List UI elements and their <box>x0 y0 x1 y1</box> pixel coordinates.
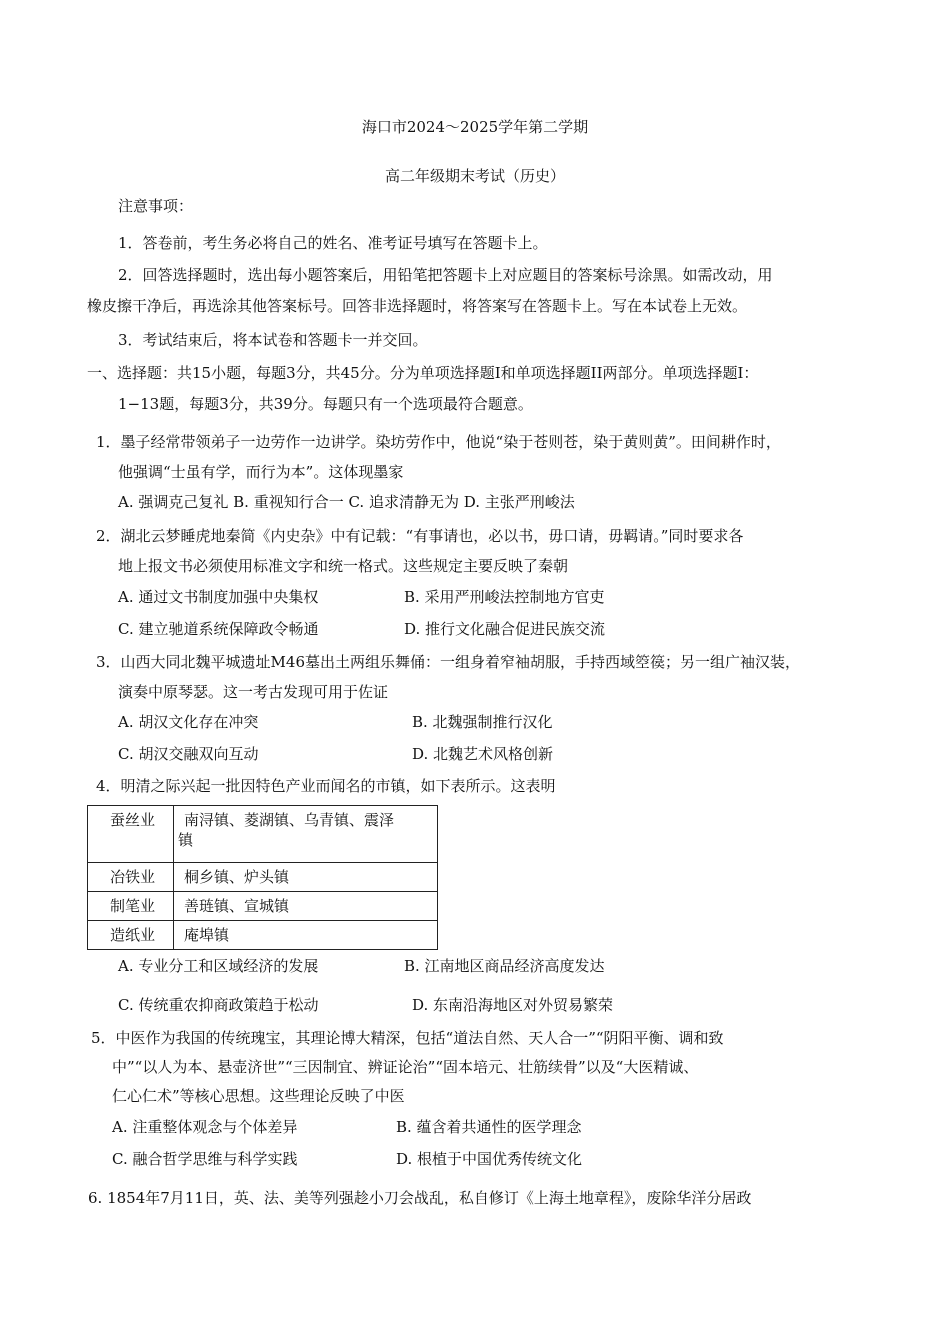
towns-text: 善琏镇、宣城镇 <box>184 897 290 915</box>
exam-subtitle: 高二年级期末考试（历史） <box>384 167 565 185</box>
question-2-stem: 2．湖北云梦睡虎地秦简《内史杂》中有记载：“有事请也，必以书，毋口请，毋羁请。”同时要求各 <box>96 527 744 545</box>
industry-towns-table <box>87 805 438 950</box>
question-3-stem: 3．山西大同北魏平城遗址M46墓出土两组乐舞俑：一组身着窄袖胡服，手持西域箜篌；另一组广袖汉装， <box>96 653 800 671</box>
question-2-option-d: D. 推行文化融合促进民族交流 <box>404 620 606 638</box>
towns-text: 庵埠镇 <box>184 926 230 944</box>
notice-heading: 注意事项： <box>118 197 194 215</box>
notice-item: 3．考试结束后，将本试卷和答题卡一并交回。 <box>118 331 428 349</box>
question-3-stem-continued: 演奏中原琴瑟。这一考古发现可用于佐证 <box>118 683 389 701</box>
question-5-option-d: D. 根植于中国优秀传统文化 <box>396 1150 583 1168</box>
section-heading: 一、选择题：共15小题，每题3分，共45分。分为单项选择题I和单项选择题II两部分。单项选择题I： <box>87 364 759 382</box>
notice-item: 2．回答选择题时，选出每小题答案后，用铅笔把答题卡上对应题目的答案标号涂黑。如需改动，用 <box>118 266 773 284</box>
question-2-option-a: A. 通过文书制度加强中央集权 <box>118 588 319 606</box>
question-1-stem: 1．墨子经常带领弟子一边劳作一边讲学。染坊劳作中，他说“染于苍则苍，染于黄则黄”。田间耕作时， <box>96 433 781 451</box>
towns-cell <box>174 806 438 863</box>
question-1-stem-continued: 他强调“士虽有学，而行为本”。这体现墨家 <box>118 463 404 481</box>
towns-cell <box>174 892 438 921</box>
question-3-option-d: D. 北魏艺术风格创新 <box>412 745 554 763</box>
section-heading-continued: 1−13题，每题3分，共39分。每题只有一个选项最符合题意。 <box>118 395 533 413</box>
towns-text: 南浔镇、菱湖镇、乌青镇、震泽 <box>184 811 395 829</box>
table-row <box>88 806 438 863</box>
industry-cell: 制笔业 <box>88 892 174 921</box>
question-2-option-c: C. 建立驰道系统保障政令畅通 <box>118 620 319 638</box>
industry-cell: 造纸业 <box>88 921 174 950</box>
table-row <box>88 863 438 892</box>
question-4-stem: 4．明清之际兴起一批因特色产业而闻名的市镇，如下表所示。这表明 <box>96 777 556 795</box>
question-6-stem: 6. 1854年7月11日，英、法、美等列强趁小刀会战乱，私自修订《上海土地章程》，废除华洋分居政 <box>88 1189 752 1207</box>
towns-text-continued: 镇 <box>178 831 194 849</box>
question-3-option-b: B. 北魏强制推行汉化 <box>412 713 553 731</box>
table-row <box>88 921 438 950</box>
question-5-stem: 5．中医作为我国的传统瑰宝，其理论博大精深，包括“道法自然、天人合一”“阴阳平衡、调和致 <box>91 1029 724 1047</box>
question-5-option-a: A. 注重整体观念与个体差异 <box>112 1118 298 1136</box>
towns-cell <box>174 863 438 892</box>
industry-cell: 蚕丝业 <box>88 806 174 863</box>
notice-item-continued: 橡皮擦干净后，再选涂其他答案标号。回答非选择题时，将答案写在答题卡上。写在本试卷上无效。 <box>87 297 748 315</box>
question-2-stem-continued: 地上报文书必须使用标准文字和统一格式。这些规定主要反映了秦朝 <box>118 557 569 575</box>
question-1-options: A. 强调克己复礼 B. 重视知行合一 C. 追求清静无为 D. 主张严刑峻法 <box>118 493 575 511</box>
question-5-stem-continued: 仁心仁术”等核心思想。这些理论反映了中医 <box>112 1087 405 1105</box>
question-4-option-c: C. 传统重农抑商政策趋于松动 <box>118 996 319 1014</box>
towns-text: 桐乡镇、炉头镇 <box>184 868 290 886</box>
industry-cell: 冶铁业 <box>88 863 174 892</box>
table-row <box>88 892 438 921</box>
question-4-option-b: B. 江南地区商品经济高度发达 <box>404 957 605 975</box>
question-5-option-b: B. 蕴含着共通性的医学理念 <box>396 1118 582 1136</box>
notice-item: 1．答卷前，考生务必将自己的姓名、准考证号填写在答题卡上。 <box>118 234 548 252</box>
question-4-option-d: D. 东南沿海地区对外贸易繁荣 <box>412 996 614 1014</box>
question-3-option-a: A. 胡汉文化存在冲突 <box>118 713 259 731</box>
question-5-stem-continued: 中”“以人为本、悬壶济世”“三因制宜、辨证论治”“固本培元、壮筋续骨”以及“大医精诚、 <box>112 1058 699 1076</box>
exam-title: 海口市2024～2025学年第二学期 <box>361 118 589 136</box>
question-5-option-c: C. 融合哲学思维与科学实践 <box>112 1150 298 1168</box>
towns-cell <box>174 921 438 950</box>
question-2-option-b: B. 采用严刑峻法控制地方官吏 <box>404 588 605 606</box>
question-4-option-a: A. 专业分工和区域经济的发展 <box>118 957 319 975</box>
question-3-option-c: C. 胡汉交融双向互动 <box>118 745 259 763</box>
